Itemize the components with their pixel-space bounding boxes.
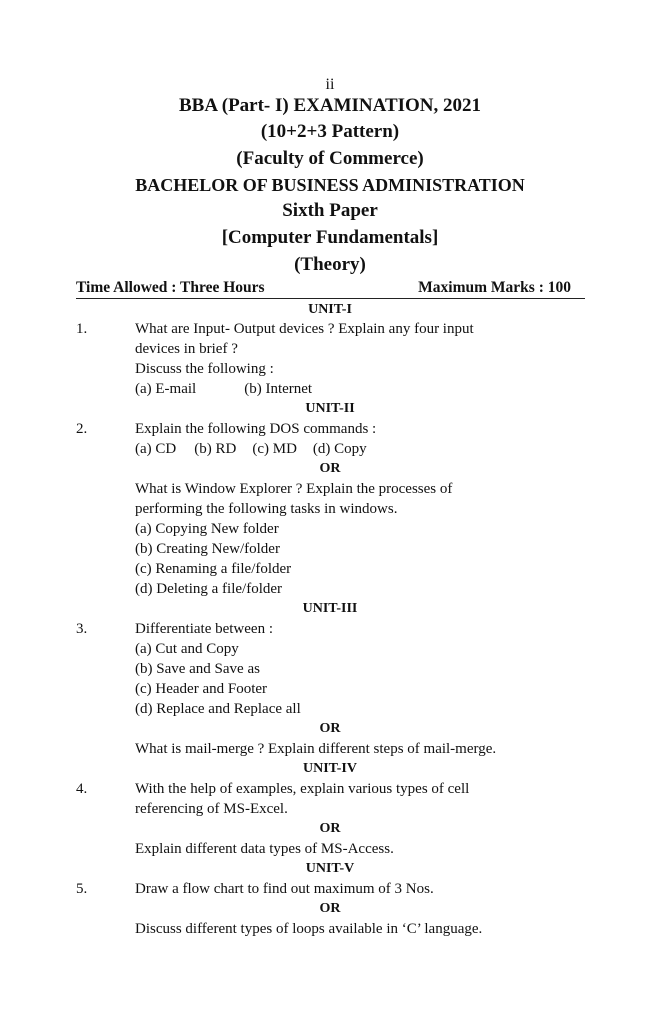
question-line: (c) Header and Footer <box>135 681 268 697</box>
question-line: What is mail-merge ? Explain different steps of mail-merge. <box>135 741 497 757</box>
question-line: Explain different data types of MS-Access. <box>135 841 394 857</box>
unit-heading: UNIT-I <box>308 302 352 317</box>
question-line: devices in brief ? <box>135 341 238 357</box>
question-line: Discuss the following : <box>135 361 274 377</box>
question-line: (d) Deleting a file/folder <box>135 581 283 597</box>
question-number: 4. <box>76 781 88 797</box>
question-line: What is Window Explorer ? Explain the processes of <box>135 481 453 497</box>
option: (a) E-mail <box>135 381 197 397</box>
time-allowed: Time Allowed : Three Hours <box>76 279 265 296</box>
option-row <box>135 440 367 458</box>
unit-heading: UNIT-II <box>305 401 355 416</box>
subject-title: [Computer Fundamentals] <box>221 227 439 248</box>
question-line: (a) Cut and Copy <box>135 641 239 657</box>
question-line: Discuss different types of loops available in ‘C’ language. <box>135 921 483 937</box>
page-number: ii <box>325 76 335 93</box>
unit-heading: UNIT-IV <box>303 761 357 776</box>
exam-pattern: (10+2+3 Pattern) <box>260 121 400 142</box>
question-number: 2. <box>76 421 88 437</box>
question-number: 1. <box>76 321 88 337</box>
degree-title: BACHELOR OF BUSINESS ADMINISTRATION <box>135 175 525 195</box>
unit-heading: UNIT-V <box>305 861 355 876</box>
option: (b) Internet <box>244 381 313 397</box>
faculty: (Faculty of Commerce) <box>236 148 424 169</box>
question-line: performing the following tasks in windows. <box>135 501 398 517</box>
exam-title: BBA (Part- I) EXAMINATION, 2021 <box>178 95 482 116</box>
header-divider <box>76 298 585 299</box>
question-line: (d) Replace and Replace all <box>135 701 301 717</box>
question-number: 5. <box>76 881 88 897</box>
option: (c) MD <box>252 441 297 457</box>
paper-number: Sixth Paper <box>282 200 378 221</box>
question-line: (a) Copying New folder <box>135 521 279 537</box>
paper-type: (Theory) <box>294 254 366 275</box>
or-separator: OR <box>319 461 341 476</box>
or-separator: OR <box>319 901 341 916</box>
or-separator: OR <box>319 721 341 736</box>
question-line: (b) Save and Save as <box>135 661 260 677</box>
question-line: Differentiate between : <box>135 621 273 637</box>
question-number: 3. <box>76 621 88 637</box>
or-separator: OR <box>319 821 341 836</box>
unit-heading: UNIT-III <box>302 601 358 616</box>
option: (b) RD <box>194 441 237 457</box>
maximum-marks: Maximum Marks : 100 <box>418 279 571 296</box>
option: (d) Copy <box>312 441 367 457</box>
question-line: What are Input- Output devices ? Explain any four input <box>135 321 474 337</box>
question-line: With the help of examples, explain various types of cell <box>135 781 470 797</box>
option: (a) CD <box>135 441 177 457</box>
option-row <box>135 380 312 398</box>
question-line: (b) Creating New/folder <box>135 541 280 557</box>
question-line: Draw a flow chart to find out maximum of 3 Nos. <box>135 881 434 897</box>
question-line: (c) Renaming a file/folder <box>135 561 292 577</box>
question-line: Explain the following DOS commands : <box>135 421 377 437</box>
question-line: referencing of MS-Excel. <box>135 801 288 817</box>
